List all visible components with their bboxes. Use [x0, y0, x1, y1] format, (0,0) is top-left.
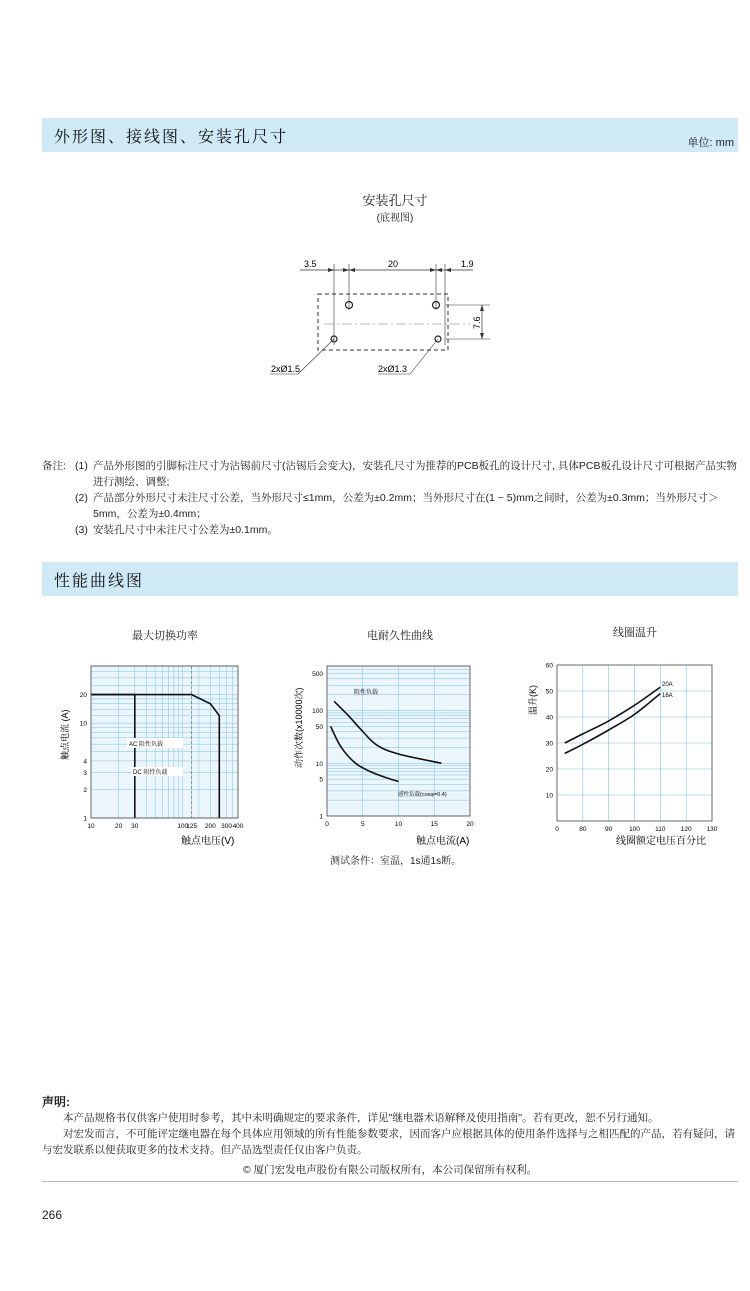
chart3-title: 线圈温升	[613, 627, 657, 639]
unit-label: 单位: mm	[687, 137, 734, 149]
x-tick-label: 10	[394, 821, 403, 828]
x-tick-label: 400	[232, 823, 244, 830]
chart3-xlabel: 线圈额定电压百分比	[616, 836, 706, 847]
mounting-hole-drawing	[260, 250, 500, 390]
mounting-subtitle: (底视图)	[376, 213, 414, 224]
y-tick-label: 10	[545, 792, 553, 800]
page-number: 266	[42, 1208, 63, 1222]
chart2-ylabel: 动作次数(x10000次)	[294, 687, 304, 768]
y-tick-label: 1	[83, 815, 87, 823]
dim-height: 7.6	[472, 316, 482, 329]
x-tick-label: 30	[131, 823, 139, 830]
x-tick-label: 300	[221, 823, 232, 830]
y-tick-label: 10	[79, 720, 87, 728]
note-number: (3)	[75, 524, 88, 536]
x-tick-label: 100	[629, 826, 640, 833]
series-label-16a: 16A	[662, 693, 673, 699]
x-tick-label: 0	[555, 826, 559, 833]
x-tick-label: 130	[706, 826, 718, 833]
notes	[42, 458, 737, 538]
y-tick-label: 30	[545, 740, 553, 748]
x-tick-label: 0	[325, 821, 329, 828]
chart2	[290, 650, 490, 850]
y-tick-label: 5	[319, 776, 323, 784]
x-tick-label: 120	[680, 826, 692, 833]
x-tick-label: 125	[186, 823, 198, 830]
mounting-title: 安装孔尺寸	[362, 193, 428, 208]
series-label-dc: DC 阻性负载	[133, 770, 168, 776]
note-text: 产品外形图的引脚标注尺寸为沾锡前尺寸(沾锡后会变大)，安装孔尺寸为推荐的PCB板孔的设计尺寸, 具体PCB板孔设计尺寸可根据产品实物进行测绘、调整;	[93, 460, 738, 488]
y-tick-label: 20	[79, 692, 87, 700]
notes-label: 备注:	[42, 460, 66, 472]
y-tick-label: 50	[315, 723, 323, 731]
hole-small-label: 2xØ1.3	[378, 364, 408, 374]
chart3	[520, 645, 730, 850]
copyright: © 厦门宏发电声股份有限公司版权所有，本公司保留所有权利。	[242, 1164, 538, 1176]
chart2-title: 电耐久性曲线	[367, 630, 433, 642]
y-tick-label: 1	[319, 813, 323, 821]
x-tick-label: 5	[360, 821, 365, 828]
y-tick-label: 10	[315, 760, 323, 768]
x-tick-label: 20	[115, 823, 123, 830]
section-title: 外形图、接线图、安装孔尺寸	[54, 129, 289, 146]
x-tick-label: 80	[579, 826, 587, 833]
declaration-paragraph: 对宏发而言，不可能评定继电器在每个具体应用领域的所有性能参数要求，因而客户应根据具体的使用条件选择与之相匹配的产品，若有疑问，请与宏发联系以便获取更多的技术支持。但产品选型责任仅由客户负责。	[42, 1128, 735, 1156]
series-label-ac: AC 阻性负载	[129, 742, 164, 748]
chart1-ylabel: 触点电流 (A)	[60, 709, 70, 760]
note-text: 安装孔尺寸中未注尺寸公差为±0.1mm。	[93, 524, 278, 536]
section-title: 性能曲线图	[54, 573, 145, 590]
hole-large-label: 2xØ1.5	[271, 364, 301, 374]
chart1	[55, 650, 255, 850]
x-tick-label: 15	[430, 821, 438, 828]
x-tick-label: 100	[177, 823, 189, 830]
note-text: 产品部分外形尺寸未注尺寸公差，当外形尺寸≤1mm，公差为±0.2mm；当外形尺寸在(1 ~ 5)mm之间时，公差为±0.3mm；当外形尺寸＞5mm，公差为±0.4mm；	[93, 492, 719, 520]
footer-rule	[42, 1181, 738, 1182]
x-tick-label: 110	[655, 826, 666, 833]
declaration	[42, 1094, 737, 1158]
y-tick-label: 40	[545, 714, 553, 722]
dim-center: 20	[388, 259, 399, 269]
dim-right: 1.9	[461, 259, 474, 269]
declaration-title: 声明:	[42, 1095, 70, 1109]
note-number: (1)	[75, 460, 88, 472]
chart1-xlabel: 触点电压(V)	[181, 836, 235, 847]
series-label-inductive: 感性负载(cosφ=0.4)	[398, 792, 447, 798]
test-condition: 测试条件：室温，1s通1s断。	[330, 856, 462, 867]
chart3-ylabel: 温升(K)	[528, 685, 538, 715]
x-tick-label: 20	[466, 821, 474, 828]
y-tick-label: 60	[545, 662, 553, 670]
chart2-xlabel: 触点电流(A)	[416, 836, 470, 847]
section-header-curves	[42, 562, 738, 596]
x-tick-label: 90	[605, 826, 613, 833]
section-header-dimensions	[42, 118, 738, 152]
note-number: (2)	[75, 492, 88, 504]
y-tick-label: 500	[312, 671, 323, 679]
series-label-resistive: 阻性负载	[354, 690, 379, 696]
x-tick-label: 200	[204, 823, 216, 830]
y-tick-label: 3	[83, 770, 87, 778]
y-tick-label: 2	[83, 786, 87, 794]
series-label-20a: 20A	[662, 682, 673, 688]
y-tick-label: 50	[545, 688, 553, 696]
relay-outline	[318, 294, 448, 350]
y-tick-label: 4	[83, 758, 87, 766]
declaration-paragraph: 本产品规格书仅供客户使用时参考，其中未明确规定的要求条件，详见"继电器术语解释及使用指南"。若有更改，恕不另行通知。	[63, 1112, 659, 1124]
y-tick-label: 100	[312, 708, 323, 716]
x-tick-label: 10	[87, 823, 95, 830]
y-tick-label: 20	[545, 766, 553, 774]
chart1-title: 最大切换功率	[132, 630, 198, 642]
dim-left: 3.5	[304, 259, 317, 269]
